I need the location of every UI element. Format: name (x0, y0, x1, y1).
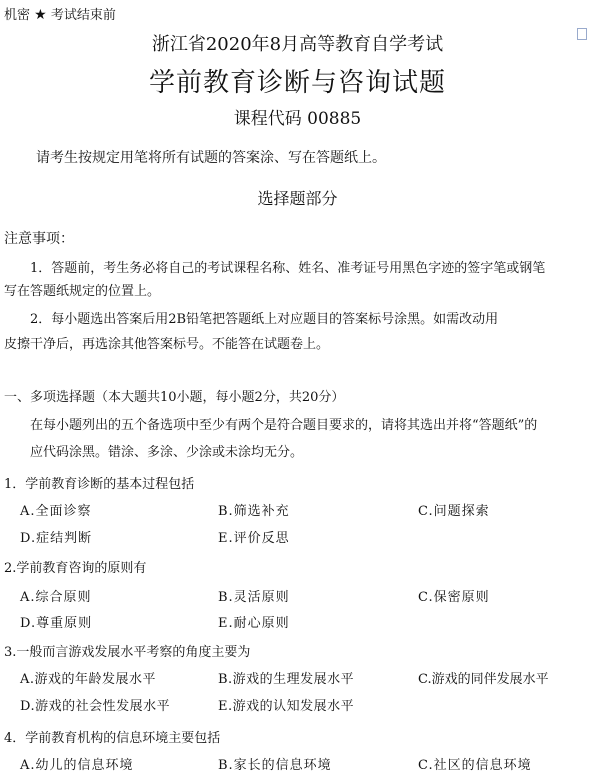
question-3-option-d: D.游戏的社会性发展水平 (20, 699, 171, 714)
notes-heading: 注意事项： (4, 231, 74, 247)
question-2-stem: 2.学前教育咨询的原则有 (4, 561, 147, 576)
note-1-line-2: 写在答题纸规定的位置上。 (4, 284, 161, 299)
question-2-option-e: E.耐心原则 (218, 616, 290, 631)
question-2-option-c: C.保密原则 (418, 590, 490, 605)
exam-line: 浙江省2020年8月高等教育自学考试 (151, 34, 444, 55)
question-1-option-b: B.筛选补充 (218, 504, 290, 519)
question-1-option-a: A.全面诊察 (20, 504, 92, 519)
note-1-line-1: 1．答题前，考生务必将自己的考试课程名称、姓名、准考证号用黑色字迹的签字笔或钢笔 (30, 261, 546, 276)
note-2-line-2: 皮擦干净后，再选涂其他答案标号。不能答在试题卷上。 (4, 337, 330, 352)
confidential-label: 机密 (4, 8, 31, 23)
question-3-option-e: E.游戏的认知发展水平 (218, 699, 355, 714)
question-1-option-d: D.症结判断 (20, 531, 93, 546)
question-4-option-b: B.家长的信息环境 (218, 758, 332, 773)
question-4-option-a: A.幼儿的信息环境 (20, 758, 134, 773)
note-2-line-1: 2．每小题选出答案后用2B铅笔把答题纸上对应题目的答案标号涂黑。如需改动用 (30, 312, 499, 327)
instruction-text: 请考生按规定用笔将所有试题的答案涂、写在答题纸上。 (36, 150, 386, 166)
section-desc-line-1: 在每小题列出的五个备选项中至少有两个是符合题目要求的，请将其选出并将“答题纸”的 (30, 418, 538, 433)
question-3-option-b: B.游戏的生理发展水平 (218, 672, 355, 687)
question-1-option-c: C.问题探索 (418, 504, 490, 519)
star-icon: ★ (34, 7, 47, 23)
question-3-option-a: A.游戏的年龄发展水平 (20, 672, 157, 687)
section-title: 一、多项选择题（本大题共10小题，每小题2分，共20分） (4, 390, 345, 405)
course-code: 课程代码 00885 (233, 109, 362, 129)
question-1-stem: 1．学前教育诊断的基本过程包括 (4, 477, 195, 492)
page-title: 学前教育诊断与咨询试题 (148, 68, 446, 98)
section-desc-line-2: 应代码涂黑。错涂、多涂、少涂或未涂均无分。 (30, 445, 304, 460)
question-2-option-d: D.尊重原则 (20, 616, 93, 631)
question-4-stem: 4．学前教育机构的信息环境主要包括 (4, 731, 221, 746)
question-1-option-e: E.评价反思 (218, 531, 290, 546)
question-2-option-a: A.综合原则 (20, 590, 92, 605)
confidential-suffix: 考试结束前 (50, 8, 116, 23)
question-3-stem: 3.一般而言游戏发展水平考察的角度主要为 (4, 645, 251, 660)
question-4-option-c: C.社区的信息环境 (418, 758, 532, 773)
question-3-option-c: C.游戏的同伴发展水平 (418, 672, 549, 687)
part-title: 选择题部分 (257, 189, 338, 208)
question-2-option-b: B.灵活原则 (218, 590, 290, 605)
confidential-mark (4, 4, 116, 23)
